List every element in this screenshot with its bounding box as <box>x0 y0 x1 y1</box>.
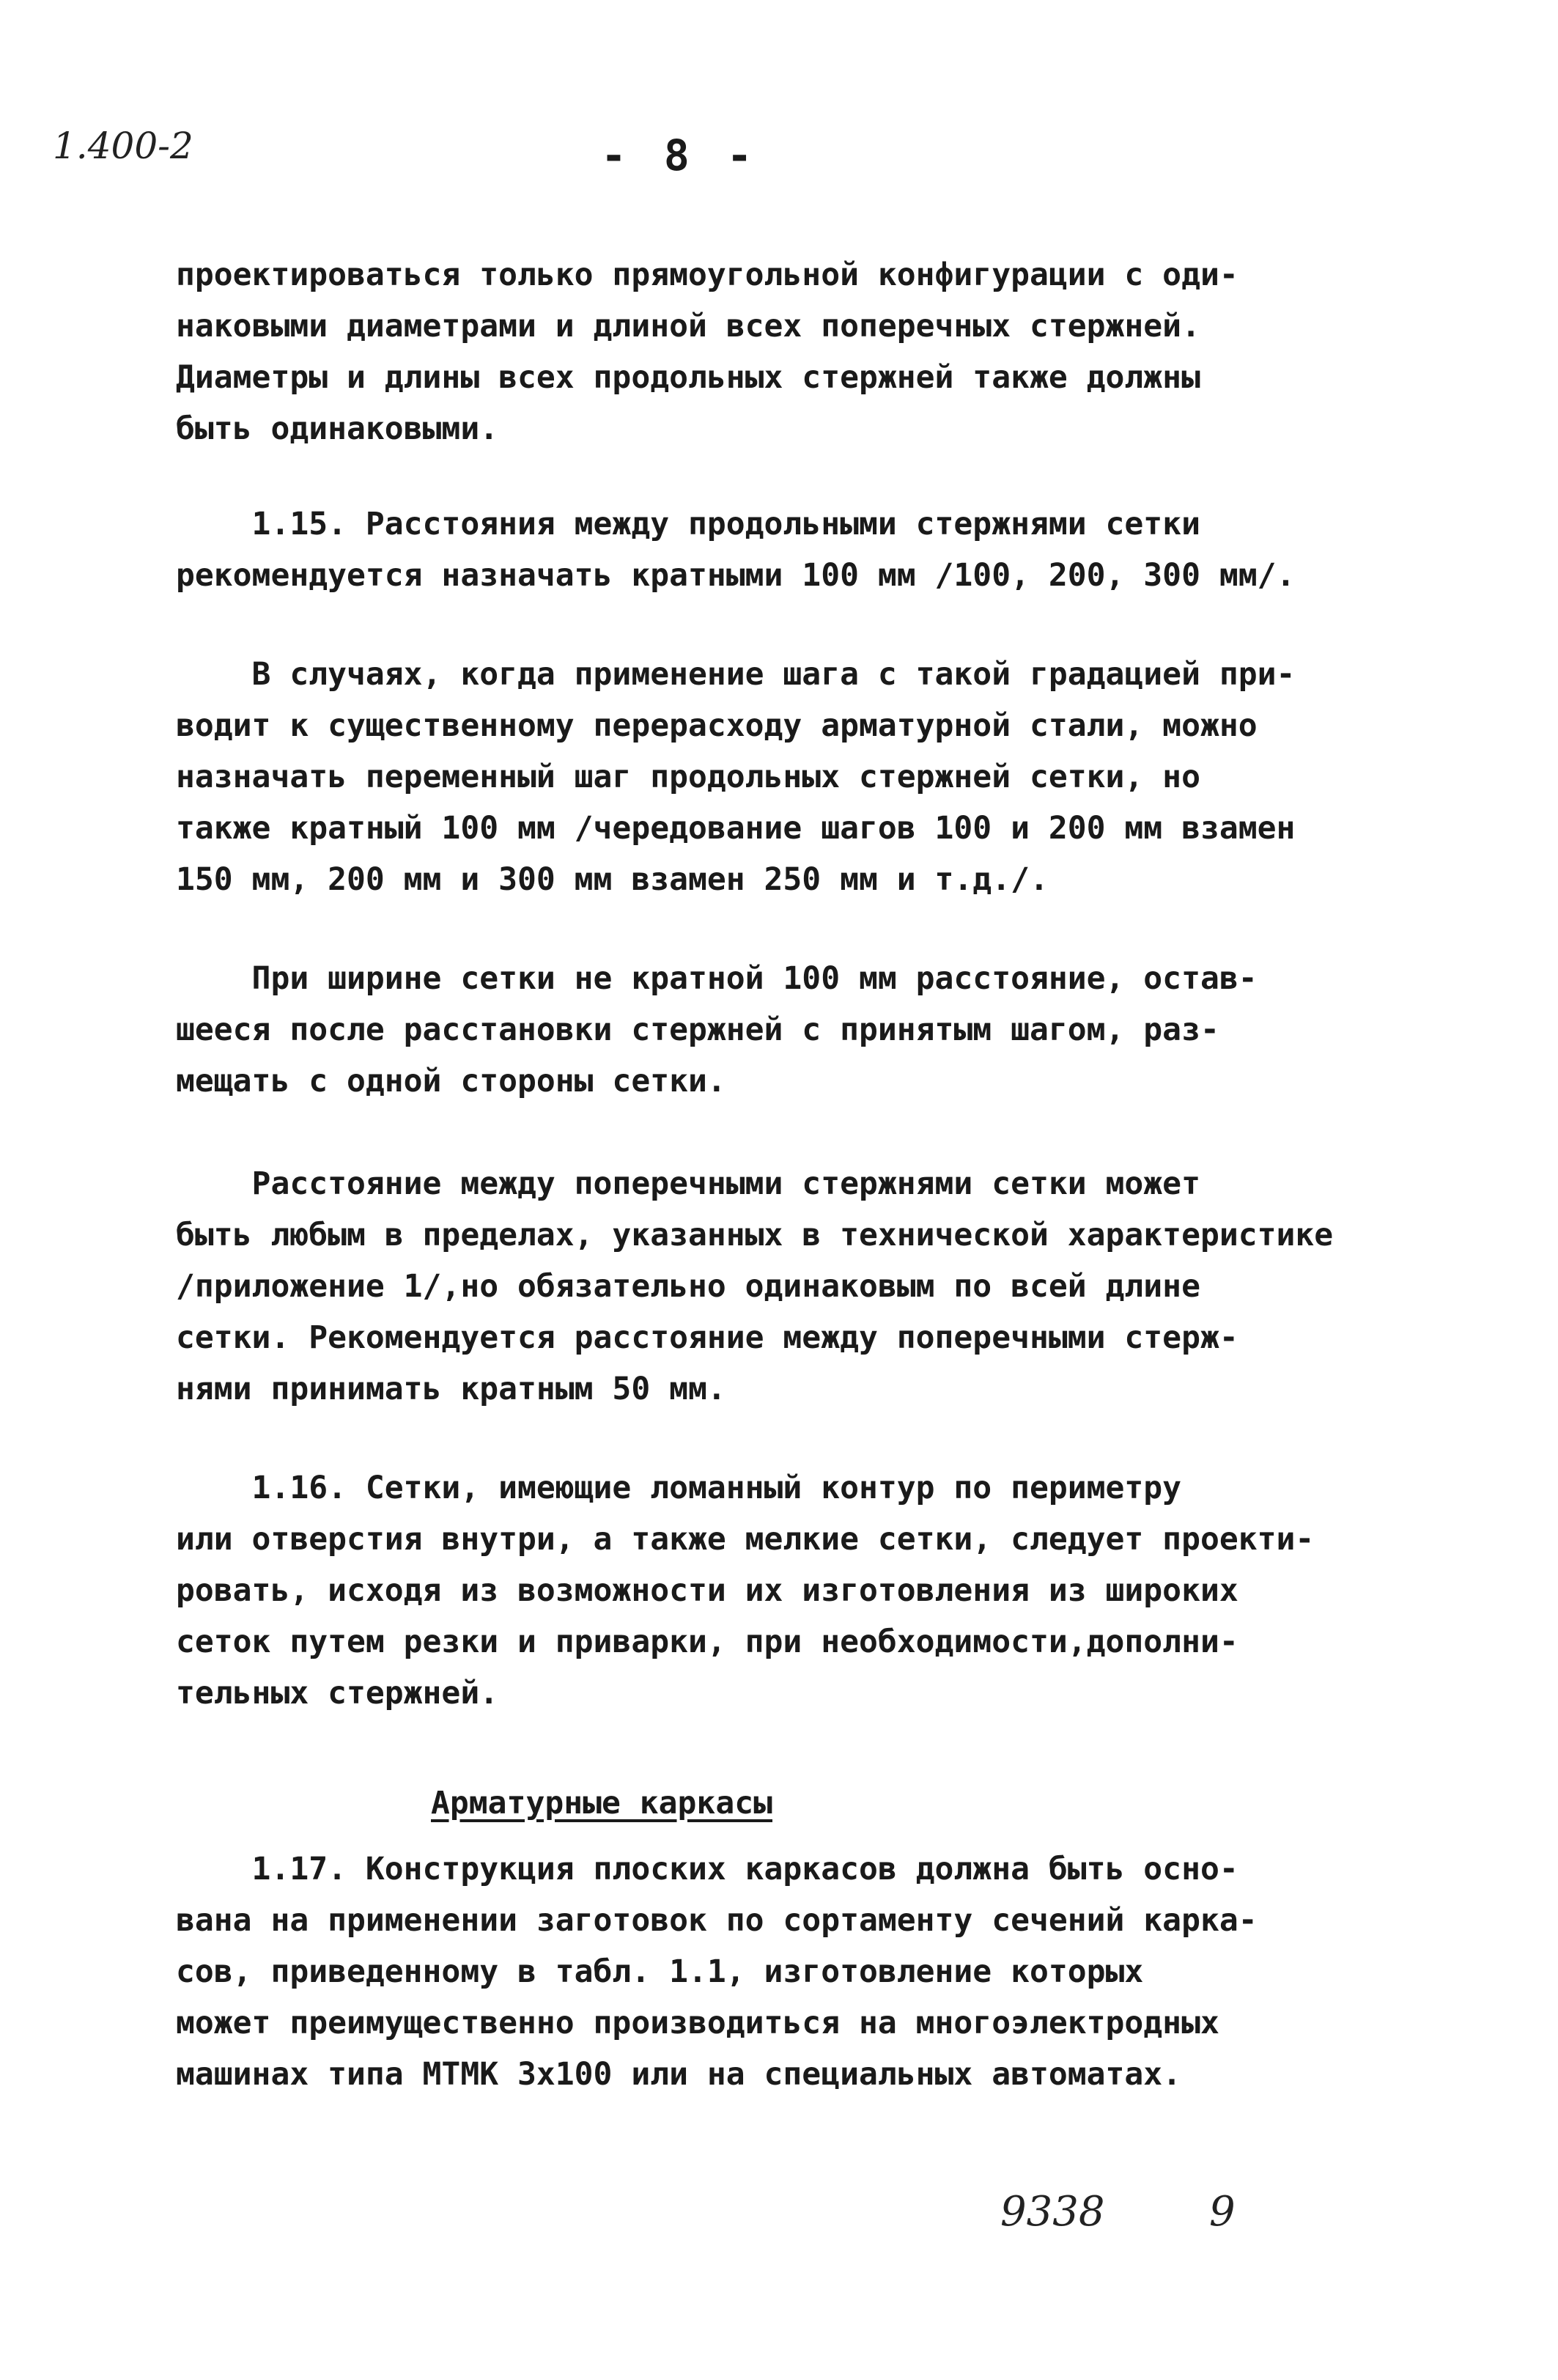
text-line: 1.17. Конструкция плоских каркасов должна быть осно- <box>176 1851 1238 1887</box>
text-line: шееся после расстановки стержней с принятым шагом, раз- <box>176 1012 1219 1048</box>
text-line: быть любым в пределах, указанных в технической характеристике <box>176 1217 1334 1253</box>
paragraph-1-17 <box>176 1843 1480 2100</box>
text-line: рекомендуется назначать кратными 100 мм /100, 200, 300 мм/. <box>176 557 1296 594</box>
handwritten-document-id: 1.400-2 <box>53 125 193 167</box>
text-line: 1.15. Расстояния между продольными стержнями сетки <box>176 506 1200 542</box>
text-line: назначать переменный шаг продольных стержней сетки, но <box>176 759 1200 795</box>
paragraph-variable-spacing <box>176 649 1480 905</box>
paragraph-1-15 <box>176 498 1480 601</box>
text-line: может преимущественно производиться на многоэлектродных <box>176 2005 1219 2041</box>
text-line: водит к существенному перерасходу арматурной стали, можно <box>176 707 1258 744</box>
text-line: вана на применении заготовок по сортаменту сечений карка- <box>176 1902 1258 1939</box>
text-line: наковыми диаметрами и длиной всех поперечных стержней. <box>176 308 1200 345</box>
paragraph-1-16 <box>176 1462 1480 1719</box>
paragraph-remaining-width <box>176 953 1480 1107</box>
text-line: В случаях, когда применение шага с такой градацией при- <box>176 656 1296 693</box>
text-line: также кратный 100 мм /чередование шагов 100 и 200 мм взамен <box>176 810 1296 847</box>
text-line: При ширине сетки не кратной 100 мм расстояние, остав- <box>176 960 1258 997</box>
handwritten-sheet-number: 9 <box>1209 2188 1236 2236</box>
text-line: Расстояние между поперечными стержнями сетки может <box>176 1165 1200 1202</box>
text-line: сов, приведенному в табл. 1.1, изготовление которых <box>176 1953 1144 1990</box>
text-line: мещать с одной стороны сетки. <box>176 1063 726 1099</box>
text-line: 150 мм, 200 мм и 300 мм взамен 250 мм и т.д./. <box>176 861 1049 898</box>
paragraph-sheet-configuration <box>176 249 1480 454</box>
page-number: - 8 - <box>601 130 758 180</box>
text-line: сеток путем резки и приварки, при необходимости,дополни- <box>176 1624 1238 1660</box>
text-line: машинах типа МТМК 3х100 или на специальных автоматах. <box>176 2056 1182 2093</box>
text-line: быть одинаковыми. <box>176 410 499 447</box>
section-heading: Арматурные каркасы <box>431 1785 772 1821</box>
text-line: 1.16. Сетки, имеющие ломанный контур по периметру <box>176 1470 1182 1506</box>
text-line: тельных стержней. <box>176 1675 499 1712</box>
text-line: /приложение 1/,но обязательно одинаковым по всей длине <box>176 1268 1200 1305</box>
text-line: Диаметры и длины всех продольных стержней также должны <box>176 359 1200 396</box>
text-line: проектироваться только прямоугольной конфигурации с оди- <box>176 257 1238 293</box>
paragraph-transverse-spacing <box>176 1158 1480 1415</box>
text-line: ровать, исходя из возможности их изготовления из широких <box>176 1572 1238 1609</box>
text-line: нями принимать кратным 50 мм. <box>176 1371 726 1407</box>
text-line: или отверстия внутри, а также мелкие сетки, следует проекти- <box>176 1521 1315 1558</box>
handwritten-footer-code: 9338 <box>1000 2188 1105 2236</box>
text-line: сетки. Рекомендуется расстояние между поперечными стерж- <box>176 1319 1238 1356</box>
